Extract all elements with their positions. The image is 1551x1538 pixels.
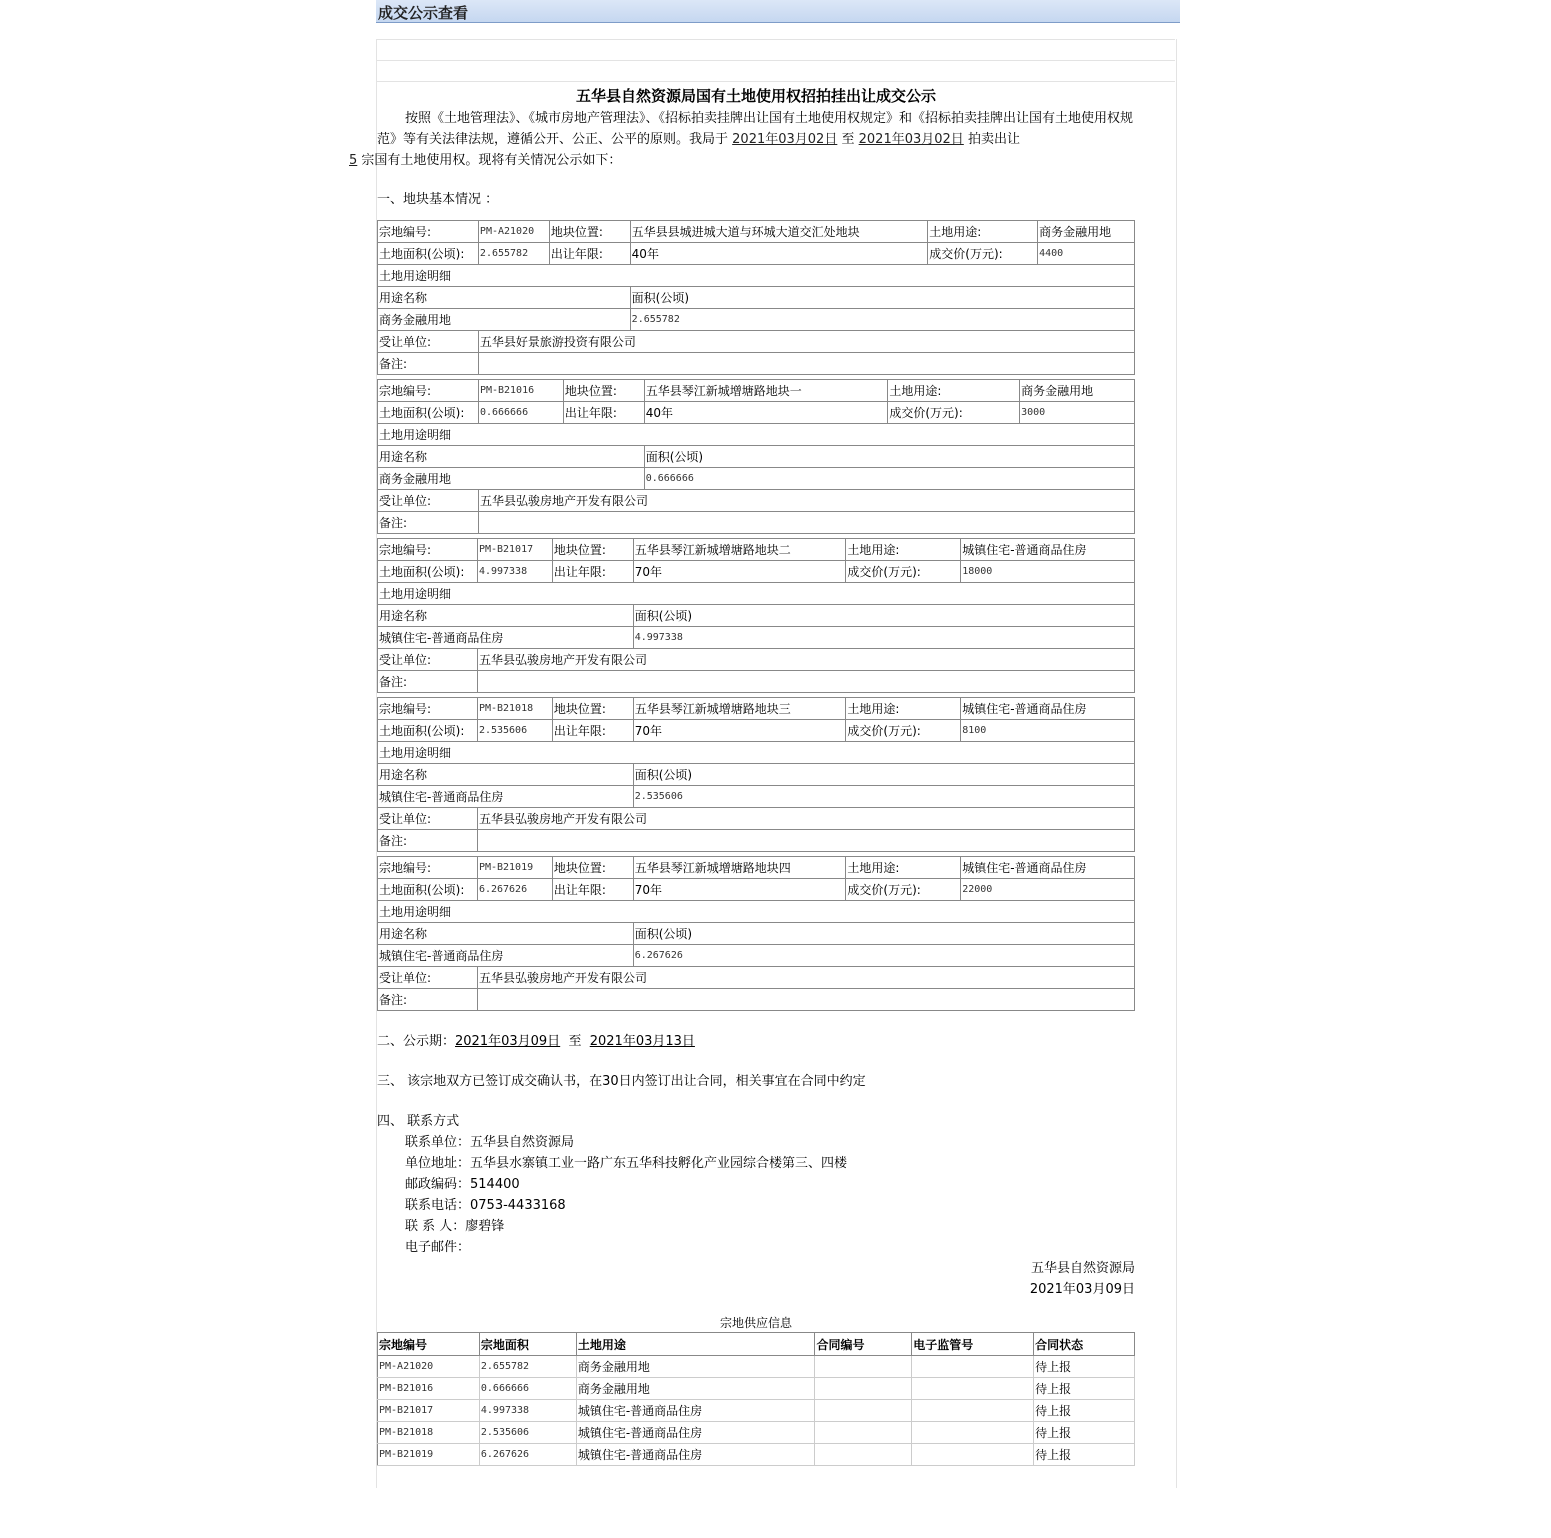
supply-cell [912, 1378, 1034, 1400]
parcel-remark [478, 512, 1134, 534]
page-title: 成交公示查看 [378, 4, 469, 22]
auction-start-date: 2021年03月02日 [732, 132, 838, 147]
area-label: 土地面积(公顷): [378, 402, 479, 424]
usage-detail-label: 土地用途明细 [378, 742, 1135, 764]
parcel-usage: 城镇住宅-普通商品住房 [961, 539, 1135, 561]
period-to-word: 至 [568, 1034, 582, 1049]
usage-area: 6.267626 [633, 945, 1134, 967]
location-label: 地块位置: [552, 857, 633, 879]
parcel-no-label: 宗地编号: [378, 857, 478, 879]
usage-name: 商务金融用地 [378, 309, 631, 331]
supply-cell: 城镇住宅-普通商品住房 [576, 1444, 815, 1466]
intro-text-3: 宗国有土地使用权。现将有关情况公示如下： [361, 153, 622, 168]
usage-name: 商务金融用地 [378, 468, 645, 490]
buyer-label: 受让单位: [378, 331, 479, 353]
price-label: 成交价(万元): [888, 402, 1020, 424]
usage-area-header: 面积(公顷) [633, 764, 1134, 786]
supply-cell: PM-B21016 [378, 1378, 480, 1400]
parcel-location: 五华县琴江新城增塘路地块一 [644, 380, 888, 402]
parcel-area: 4.997338 [477, 561, 552, 583]
parcel-count: 5 [349, 153, 358, 168]
usage-label: 土地用途: [846, 539, 961, 561]
supply-header-cell: 合同状态 [1034, 1333, 1135, 1356]
parcel-no-label: 宗地编号: [378, 221, 479, 243]
supply-title: 宗地供应信息 [719, 1316, 792, 1330]
supply-header-cell: 土地用途 [576, 1333, 815, 1356]
supply-cell: 商务金融用地 [576, 1378, 815, 1400]
area-label: 土地面积(公顷): [378, 561, 478, 583]
usage-area: 4.997338 [633, 627, 1134, 649]
page-header [376, 0, 1180, 23]
location-label: 地块位置: [549, 221, 630, 243]
parcel-table [377, 220, 1135, 375]
parcel-area: 0.666666 [478, 402, 563, 424]
usage-name-header: 用途名称 [378, 605, 634, 627]
parcel-buyer: 五华县弘骏房地产开发有限公司 [477, 649, 1134, 671]
supply-cell: 待上报 [1034, 1356, 1135, 1378]
remark-label: 备注: [378, 830, 478, 852]
parcel-term: 70年 [633, 720, 846, 742]
price-label: 成交价(万元): [846, 561, 961, 583]
parcel-usage: 商务金融用地 [1038, 221, 1135, 243]
parcel-buyer: 五华县弘骏房地产开发有限公司 [477, 967, 1134, 989]
parcel-remark [477, 671, 1134, 693]
supply-cell: 4.997338 [479, 1400, 576, 1422]
supply-cell: 城镇住宅-普通商品住房 [576, 1400, 815, 1422]
supply-cell [815, 1444, 912, 1466]
remark-label: 备注: [378, 353, 479, 375]
signature-date: 2021年03月09日 [1029, 1282, 1135, 1297]
supply-row [378, 1444, 1135, 1466]
supply-cell: 2.535606 [479, 1422, 576, 1444]
contact-address: 单位地址：五华县水寨镇工业一路广东五华科技孵化产业园综合楼第三、四楼 [405, 1156, 848, 1171]
parcel-remark [477, 989, 1134, 1011]
parcel-price: 18000 [961, 561, 1135, 583]
parcel-remark [478, 353, 1134, 375]
auction-end-date: 2021年03月02日 [858, 132, 964, 147]
usage-area-header: 面积(公顷) [633, 605, 1134, 627]
contact-postcode: 邮政编码：514400 [405, 1177, 520, 1192]
supply-cell [912, 1422, 1034, 1444]
notice-title: 五华县自然资源局国有土地使用权招拍挂出让成交公示 [575, 87, 936, 105]
usage-label: 土地用途: [846, 698, 961, 720]
supply-row [378, 1422, 1135, 1444]
parcel-location: 五华县琴江新城增塘路地块四 [633, 857, 846, 879]
to-word: 至 [841, 132, 855, 147]
remark-label: 备注: [378, 512, 479, 534]
supply-row [378, 1400, 1135, 1422]
term-label: 出让年限: [552, 879, 633, 901]
section-3-text: 三、 该宗地双方已签订成交确认书，在30日内签订出让合同，相关事宜在合同中约定 [377, 1074, 866, 1089]
parcel-buyer: 五华县好景旅游投资有限公司 [478, 331, 1134, 353]
supply-cell: PM-B21017 [378, 1400, 480, 1422]
parcel-price: 4400 [1038, 243, 1135, 265]
parcel-price: 3000 [1020, 402, 1135, 424]
supply-cell [815, 1422, 912, 1444]
supply-cell: PM-B21019 [378, 1444, 480, 1466]
supply-row [378, 1356, 1135, 1378]
parcel-table [377, 379, 1135, 534]
usage-label: 土地用途: [928, 221, 1038, 243]
divider [376, 60, 1175, 61]
parcel-no: PM-B21019 [477, 857, 552, 879]
usage-name: 城镇住宅-普通商品住房 [378, 945, 634, 967]
usage-area-header: 面积(公顷) [630, 287, 1134, 309]
parcel-usage: 商务金融用地 [1020, 380, 1135, 402]
section-1-heading: 一、地块基本情况 ： [377, 192, 499, 207]
supply-cell: 2.655782 [479, 1356, 576, 1378]
parcel-table [377, 697, 1135, 852]
location-label: 地块位置: [563, 380, 644, 402]
supply-cell [815, 1400, 912, 1422]
divider [376, 39, 1175, 40]
parcel-area: 2.535606 [477, 720, 552, 742]
publicity-period [377, 1031, 1135, 1052]
contact-unit: 联系单位：五华县自然资源局 [405, 1135, 575, 1150]
parcel-list [377, 220, 1135, 1011]
parcel-location: 五华县琴江新城增塘路地块三 [633, 698, 846, 720]
parcel-buyer: 五华县弘骏房地产开发有限公司 [478, 490, 1134, 512]
parcel-area: 2.655782 [478, 243, 549, 265]
parcel-term: 70年 [633, 879, 846, 901]
period-label: 二、公示期： [377, 1034, 456, 1049]
usage-detail-label: 土地用途明细 [378, 424, 1135, 446]
notice-content [349, 84, 1135, 1466]
parcel-location: 五华县琴江新城增塘路地块二 [633, 539, 846, 561]
supply-cell: 待上报 [1034, 1444, 1135, 1466]
supply-header-cell: 合同编号 [815, 1333, 912, 1356]
supply-cell: 待上报 [1034, 1400, 1135, 1422]
location-label: 地块位置: [552, 539, 633, 561]
supply-cell: PM-B21018 [378, 1422, 480, 1444]
remark-label: 备注: [378, 989, 478, 1011]
location-label: 地块位置: [552, 698, 633, 720]
parcel-term: 40年 [644, 402, 888, 424]
usage-area: 0.666666 [644, 468, 1134, 490]
usage-area-header: 面积(公顷) [633, 923, 1134, 945]
divider [376, 81, 1175, 82]
buyer-label: 受让单位: [378, 490, 479, 512]
contact-heading: 四、 联系方式 [377, 1114, 460, 1129]
usage-area-header: 面积(公顷) [644, 446, 1134, 468]
supply-cell: 商务金融用地 [576, 1356, 815, 1378]
price-label: 成交价(万元): [846, 720, 961, 742]
contact-person: 联 系 人：廖碧锋 [405, 1219, 505, 1234]
intro-paragraph [349, 108, 1135, 171]
term-label: 出让年限: [552, 720, 633, 742]
supply-cell [912, 1444, 1034, 1466]
contact-phone: 联系电话：0753-4433168 [405, 1198, 566, 1213]
supply-cell [912, 1400, 1034, 1422]
period-end: 2021年03月13日 [589, 1034, 695, 1049]
intro-text-1: 按照《土地管理法》、《城市房地产管理法》、《招标拍卖挂牌出让国有土地使用权规定》和《招标拍卖挂牌出让国有土地使用权规范》等有关法律法规，遵循公开、公正、公平的原则。我局于 [377, 111, 1134, 147]
supply-header-cell: 电子监管号 [912, 1333, 1034, 1356]
usage-label: 土地用途: [888, 380, 1020, 402]
supply-cell [912, 1356, 1034, 1378]
usage-name: 城镇住宅-普通商品住房 [378, 627, 634, 649]
usage-name-header: 用途名称 [378, 764, 634, 786]
parcel-buyer: 五华县弘骏房地产开发有限公司 [477, 808, 1134, 830]
area-label: 土地面积(公顷): [378, 243, 479, 265]
parcel-location: 五华县县城进城大道与环城大道交汇处地块 [630, 221, 928, 243]
parcel-price: 22000 [961, 879, 1135, 901]
supply-row [378, 1378, 1135, 1400]
supply-cell: 6.267626 [479, 1444, 576, 1466]
parcel-usage: 城镇住宅-普通商品住房 [961, 698, 1135, 720]
price-label: 成交价(万元): [846, 879, 961, 901]
buyer-label: 受让单位: [378, 649, 478, 671]
area-label: 土地面积(公顷): [378, 720, 478, 742]
parcel-table [377, 856, 1135, 1011]
signature-org: 五华县自然资源局 [1030, 1261, 1135, 1276]
term-label: 出让年限: [552, 561, 633, 583]
parcel-area: 6.267626 [477, 879, 552, 901]
usage-label: 土地用途: [846, 857, 961, 879]
supply-table [377, 1332, 1135, 1466]
usage-name-header: 用途名称 [378, 923, 634, 945]
parcel-table [377, 538, 1135, 693]
usage-area: 2.535606 [633, 786, 1134, 808]
usage-name-header: 用途名称 [378, 446, 645, 468]
parcel-no: PM-B21018 [477, 698, 552, 720]
area-label: 土地面积(公顷): [378, 879, 478, 901]
supply-cell: 待上报 [1034, 1378, 1135, 1400]
period-start: 2021年03月09日 [455, 1034, 561, 1049]
parcel-no-label: 宗地编号: [378, 698, 478, 720]
parcel-term: 70年 [633, 561, 846, 583]
supply-cell [815, 1356, 912, 1378]
supply-cell: PM-A21020 [378, 1356, 480, 1378]
parcel-price: 8100 [961, 720, 1135, 742]
supply-cell [815, 1378, 912, 1400]
usage-name-header: 用途名称 [378, 287, 631, 309]
parcel-no: PM-A21020 [478, 221, 549, 243]
buyer-label: 受让单位: [378, 808, 478, 830]
parcel-remark [477, 830, 1134, 852]
remark-label: 备注: [378, 671, 478, 693]
supply-cell: 0.666666 [479, 1378, 576, 1400]
buyer-label: 受让单位: [378, 967, 478, 989]
parcel-no: PM-B21016 [478, 380, 563, 402]
usage-name: 城镇住宅-普通商品住房 [378, 786, 634, 808]
usage-detail-label: 土地用途明细 [378, 901, 1135, 923]
supply-cell: 城镇住宅-普通商品住房 [576, 1422, 815, 1444]
supply-header-cell: 宗地面积 [479, 1333, 576, 1356]
parcel-term: 40年 [630, 243, 928, 265]
parcel-no-label: 宗地编号: [378, 539, 478, 561]
parcel-usage: 城镇住宅-普通商品住房 [961, 857, 1135, 879]
intro-text-2: 拍卖出让 [967, 132, 1020, 147]
price-label: 成交价(万元): [928, 243, 1038, 265]
usage-area: 2.655782 [630, 309, 1134, 331]
supply-header-cell: 宗地编号 [378, 1333, 480, 1356]
usage-detail-label: 土地用途明细 [378, 583, 1135, 605]
contact-email: 电子邮件： [405, 1240, 471, 1255]
usage-detail-label: 土地用途明细 [378, 265, 1135, 287]
term-label: 出让年限: [549, 243, 630, 265]
supply-cell: 待上报 [1034, 1422, 1135, 1444]
parcel-no: PM-B21017 [477, 539, 552, 561]
parcel-no-label: 宗地编号: [378, 380, 479, 402]
term-label: 出让年限: [563, 402, 644, 424]
